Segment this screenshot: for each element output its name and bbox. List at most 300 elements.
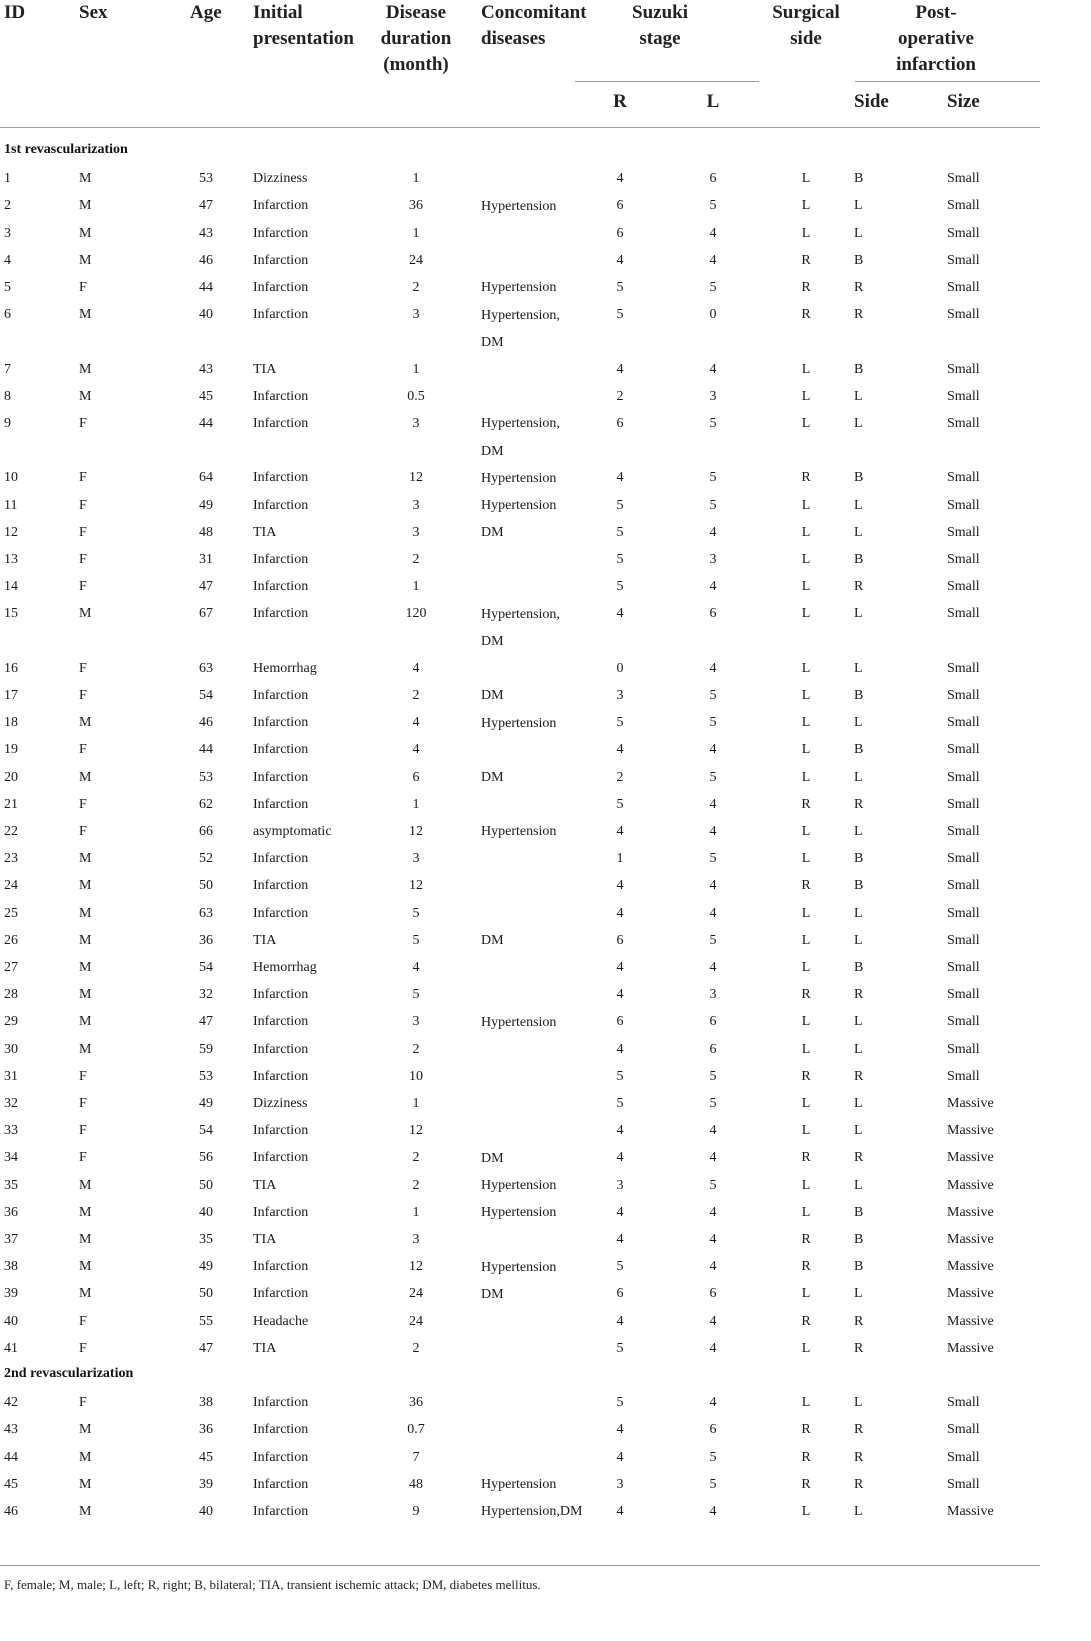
- cell-side: L: [854, 824, 863, 839]
- cell-size: Small: [947, 579, 980, 595]
- cell-sex: M: [79, 932, 92, 948]
- cell-duration: 1: [412, 1096, 420, 1111]
- table-row: [0, 958, 1040, 985]
- cell-l: 4: [709, 1340, 717, 1356]
- cell-l: 5: [709, 470, 717, 486]
- cell-duration: 3: [412, 524, 420, 540]
- cell-surgical: R: [801, 1476, 811, 1492]
- table-row: [0, 1012, 1040, 1039]
- cell-concomitant: [481, 822, 556, 846]
- cell-r: 4: [616, 1232, 624, 1247]
- cell-l: 4: [709, 225, 717, 241]
- cell-surgical: R: [801, 1449, 811, 1465]
- cell-concomitant: [481, 1475, 556, 1499]
- cell-id: 42: [4, 1395, 18, 1411]
- cell-side: L: [854, 715, 863, 731]
- cell-r: 4: [616, 742, 624, 758]
- concomitant-line: DM: [481, 1286, 504, 1302]
- cell-size: Small: [947, 280, 980, 295]
- cell-side: L: [854, 606, 863, 622]
- cell-presentation: Infarction: [253, 769, 309, 785]
- cell-surgical: L: [801, 1096, 811, 1111]
- cell-presentation: Infarction: [253, 851, 309, 867]
- cell-sex: M: [79, 1204, 92, 1220]
- cell-surgical: L: [801, 960, 811, 975]
- cell-side: B: [854, 960, 864, 975]
- cell-surgical: L: [801, 361, 811, 377]
- cell-concomitant: [481, 1012, 556, 1036]
- cell-side: R: [854, 1476, 864, 1492]
- cell-sex: M: [79, 1476, 92, 1492]
- cell-sex: F: [79, 1123, 87, 1139]
- cell-id: 43: [4, 1422, 18, 1438]
- table-row: [0, 1339, 1040, 1366]
- cell-age: 36: [199, 1422, 213, 1438]
- cell-r: 3: [616, 688, 624, 703]
- cell-r: 5: [616, 280, 624, 295]
- cell-sex: M: [79, 361, 92, 377]
- cell-duration: 1: [412, 171, 420, 187]
- cell-age: 35: [199, 1232, 213, 1247]
- cell-age: 62: [199, 796, 213, 812]
- cell-side: L: [854, 416, 863, 431]
- cell-r: 4: [616, 1123, 624, 1139]
- cell-id: 5: [4, 280, 11, 295]
- cell-r: 4: [616, 1041, 624, 1057]
- cell-l: 4: [709, 796, 717, 812]
- cell-r: 4: [616, 960, 624, 975]
- cell-id: 15: [4, 606, 18, 622]
- cell-surgical: R: [801, 1150, 811, 1166]
- cell-size: Small: [947, 987, 980, 1003]
- cell-l: 4: [709, 1313, 717, 1329]
- cell-id: 33: [4, 1123, 18, 1139]
- cell-side: R: [854, 1422, 864, 1438]
- cell-l: 3: [709, 987, 717, 1003]
- cell-age: 45: [199, 1449, 213, 1465]
- cell-surgical: L: [801, 851, 811, 867]
- cell-side: L: [854, 225, 863, 241]
- cell-presentation: Infarction: [253, 796, 309, 812]
- cell-presentation: Infarction: [253, 987, 309, 1003]
- cell-sex: M: [79, 851, 92, 867]
- cell-l: 3: [709, 552, 717, 567]
- cell-id: 44: [4, 1449, 18, 1465]
- cell-age: 54: [199, 960, 213, 975]
- cell-duration: 36: [409, 1395, 423, 1411]
- cell-size: Small: [947, 1449, 980, 1465]
- cell-sex: M: [79, 1232, 92, 1247]
- cell-sex: M: [79, 1259, 92, 1275]
- header-suzuki-r: R: [613, 91, 627, 112]
- cell-duration: 12: [409, 1123, 423, 1139]
- concomitant-line: Hypertension: [481, 1259, 557, 1275]
- cell-presentation: Infarction: [253, 198, 309, 214]
- cell-size: Small: [947, 307, 980, 323]
- cell-duration: 5: [412, 905, 420, 921]
- cell-l: 4: [709, 361, 717, 377]
- cell-duration: 3: [412, 1232, 420, 1247]
- cell-size: Small: [947, 932, 980, 948]
- cell-surgical: L: [801, 742, 811, 758]
- cell-l: 4: [709, 1204, 717, 1220]
- cell-r: 5: [616, 1068, 624, 1084]
- cell-r: 5: [616, 796, 624, 812]
- cell-r: 5: [616, 552, 624, 567]
- cell-sex: F: [79, 497, 87, 513]
- cell-duration: 1: [412, 225, 420, 241]
- cell-side: L: [854, 1286, 863, 1302]
- cell-r: 4: [616, 252, 624, 268]
- cell-surgical: L: [801, 932, 811, 948]
- cell-duration: 1: [412, 361, 420, 377]
- cell-sex: F: [79, 416, 87, 431]
- cell-sex: F: [79, 579, 87, 595]
- cell-r: 5: [616, 1259, 624, 1275]
- cell-l: 4: [709, 1232, 717, 1247]
- header-presentation: Initial presentation: [253, 2, 354, 49]
- cell-age: 47: [199, 579, 213, 595]
- cell-concomitant: [481, 686, 504, 710]
- cell-age: 40: [199, 1504, 213, 1519]
- cell-presentation: Infarction: [253, 715, 309, 731]
- cell-duration: 2: [412, 280, 420, 295]
- concomitant-line: Hypertension: [481, 715, 557, 731]
- table-row: [0, 904, 1040, 931]
- cell-duration: 5: [412, 987, 420, 1003]
- cell-l: 6: [709, 1286, 717, 1302]
- cell-id: 32: [4, 1096, 18, 1111]
- concomitant-line: Hypertension: [481, 824, 557, 840]
- cell-concomitant: [481, 1148, 504, 1172]
- concomitant-line: Hypertension: [481, 1477, 557, 1493]
- cell-duration: 2: [412, 1150, 420, 1166]
- cell-l: 4: [709, 824, 717, 839]
- cell-surgical: L: [801, 1286, 811, 1302]
- cell-presentation: TIA: [253, 932, 277, 948]
- cell-r: 3: [616, 1476, 624, 1492]
- cell-sex: M: [79, 1286, 92, 1302]
- cell-age: 44: [199, 416, 213, 431]
- cell-surgical: R: [801, 470, 811, 486]
- cell-surgical: L: [801, 388, 811, 404]
- cell-concomitant: [481, 196, 556, 220]
- table-row: [0, 822, 1040, 849]
- cell-size: Small: [947, 524, 980, 540]
- cell-l: 4: [709, 1259, 717, 1275]
- cell-presentation: Infarction: [253, 552, 309, 567]
- concomitant-line: DM: [481, 933, 504, 949]
- cell-l: 0: [709, 307, 717, 323]
- cell-sex: M: [79, 1449, 92, 1465]
- cell-id: 45: [4, 1476, 18, 1492]
- cell-concomitant: [481, 713, 556, 737]
- cell-size: Massive: [947, 1177, 994, 1193]
- cell-surgical: L: [801, 225, 811, 241]
- cell-sex: M: [79, 715, 92, 731]
- cell-sex: F: [79, 1340, 87, 1356]
- table-row: [0, 1502, 1040, 1529]
- cell-sex: F: [79, 524, 87, 540]
- concomitant-line: Hypertension: [481, 470, 557, 486]
- cell-sex: F: [79, 1313, 87, 1329]
- cell-presentation: Infarction: [253, 1068, 309, 1084]
- header-age: Age: [190, 2, 222, 23]
- cell-size: Small: [947, 1476, 980, 1492]
- cell-presentation: Infarction: [253, 606, 309, 622]
- concomitant-line: Hypertension: [481, 280, 557, 296]
- cell-id: 25: [4, 905, 18, 921]
- cell-size: Small: [947, 960, 980, 975]
- cell-id: 14: [4, 579, 18, 595]
- cell-side: L: [854, 932, 863, 948]
- cell-side: L: [854, 1123, 863, 1139]
- cell-size: Small: [947, 225, 980, 241]
- cell-age: 50: [199, 1177, 213, 1193]
- cell-surgical: R: [801, 878, 811, 894]
- cell-side: B: [854, 1259, 864, 1275]
- cell-r: 5: [616, 307, 624, 323]
- cell-presentation: Infarction: [253, 388, 309, 404]
- header-suzuki-stage: Suzuki stage: [632, 2, 688, 49]
- cell-l: 4: [709, 742, 717, 758]
- cell-age: 31: [199, 552, 213, 567]
- header-postop-infarction: Post-operative infarction: [896, 2, 976, 75]
- section-heading: 1st revascularization: [4, 142, 128, 157]
- cell-sex: F: [79, 1096, 87, 1111]
- cell-duration: 24: [409, 252, 423, 268]
- table-row: [0, 876, 1040, 903]
- cell-surgical: L: [801, 416, 811, 431]
- cell-l: 4: [709, 579, 717, 595]
- cell-size: Small: [947, 171, 980, 187]
- cell-id: 28: [4, 987, 18, 1003]
- cell-age: 54: [199, 688, 213, 703]
- cell-presentation: Hemorrhag: [253, 660, 317, 676]
- cell-surgical: L: [801, 905, 811, 921]
- cell-surgical: R: [801, 252, 811, 268]
- concomitant-line: DM: [481, 770, 504, 785]
- table-row: [0, 768, 1040, 795]
- cell-presentation: asymptomatic: [253, 824, 332, 839]
- cell-presentation: TIA: [253, 1340, 277, 1356]
- cell-age: 40: [199, 307, 213, 323]
- cell-surgical: L: [801, 1041, 811, 1057]
- cell-surgical: L: [801, 1014, 811, 1030]
- cell-r: 5: [616, 579, 624, 595]
- cell-id: 13: [4, 552, 18, 567]
- concomitant-line: Hypertension,: [481, 307, 560, 323]
- cell-side: B: [854, 552, 864, 567]
- cell-concomitant: [481, 604, 560, 655]
- cell-surgical: L: [801, 769, 811, 785]
- cell-age: 52: [199, 851, 213, 867]
- cell-l: 4: [709, 660, 717, 676]
- cell-age: 53: [199, 171, 213, 187]
- cell-sex: M: [79, 307, 92, 323]
- cell-presentation: Infarction: [253, 416, 309, 431]
- cell-duration: 0.5: [407, 388, 425, 404]
- cell-age: 49: [199, 1259, 213, 1275]
- cell-size: Massive: [947, 1340, 994, 1356]
- cell-id: 39: [4, 1286, 18, 1302]
- cell-r: 4: [616, 1150, 624, 1166]
- cell-size: Small: [947, 769, 980, 785]
- cell-side: L: [854, 1395, 863, 1411]
- cell-age: 32: [199, 987, 213, 1003]
- cell-sex: M: [79, 1014, 92, 1030]
- cell-presentation: Hemorrhag: [253, 960, 317, 975]
- cell-side: B: [854, 688, 864, 703]
- cell-surgical: R: [801, 1422, 811, 1438]
- cell-age: 44: [199, 280, 213, 295]
- cell-l: 6: [709, 1041, 717, 1057]
- cell-id: 34: [4, 1150, 18, 1166]
- cell-r: 6: [616, 1286, 624, 1302]
- cell-side: R: [854, 1449, 864, 1465]
- cell-sex: M: [79, 388, 92, 404]
- table-row: [0, 1040, 1040, 1067]
- table-row: [0, 1094, 1040, 1121]
- cell-duration: 3: [412, 497, 420, 513]
- cell-l: 6: [709, 1014, 717, 1030]
- cell-side: L: [854, 905, 863, 921]
- cell-id: 11: [4, 497, 18, 513]
- cell-concomitant: [481, 278, 556, 302]
- cell-surgical: R: [801, 796, 811, 812]
- cell-id: 30: [4, 1041, 18, 1057]
- table-row: [0, 414, 1040, 459]
- cell-duration: 6: [412, 769, 420, 785]
- cell-age: 53: [199, 769, 213, 785]
- cell-surgical: R: [801, 1313, 811, 1329]
- cell-id: 29: [4, 1014, 18, 1030]
- cell-duration: 36: [409, 198, 423, 214]
- cell-size: Small: [947, 905, 980, 921]
- cell-r: 4: [616, 1504, 624, 1519]
- cell-presentation: Infarction: [253, 252, 309, 268]
- cell-presentation: Infarction: [253, 1395, 309, 1411]
- cell-side: L: [854, 769, 863, 785]
- cell-side: L: [854, 388, 863, 404]
- cell-size: Massive: [947, 1232, 994, 1247]
- cell-concomitant: [481, 1176, 556, 1200]
- cell-sex: M: [79, 252, 92, 268]
- cell-side: B: [854, 252, 864, 268]
- cell-presentation: Infarction: [253, 579, 309, 595]
- table-row: [0, 196, 1040, 223]
- cell-presentation: Infarction: [253, 225, 309, 241]
- cell-duration: 48: [409, 1476, 423, 1492]
- cell-age: 40: [199, 1204, 213, 1220]
- cell-r: 4: [616, 606, 624, 622]
- cell-duration: 24: [409, 1313, 423, 1329]
- cell-side: R: [854, 280, 864, 295]
- cell-id: 1: [4, 171, 11, 187]
- cell-id: 46: [4, 1504, 18, 1519]
- cell-size: Massive: [947, 1096, 994, 1111]
- concomitant-line: Hypertension: [481, 198, 557, 214]
- cell-age: 63: [199, 660, 213, 676]
- cell-duration: 12: [409, 824, 423, 839]
- cell-presentation: Dizziness: [253, 1096, 308, 1111]
- cell-concomitant: [481, 414, 560, 465]
- cell-duration: 4: [412, 960, 420, 975]
- cell-r: 4: [616, 470, 624, 486]
- cell-side: L: [854, 1041, 863, 1057]
- cell-duration: 2: [412, 1177, 420, 1193]
- cell-age: 39: [199, 1476, 213, 1492]
- header-suzuki-l: L: [706, 91, 720, 112]
- cell-side: B: [854, 470, 864, 486]
- cell-surgical: L: [801, 1204, 811, 1220]
- cell-r: 4: [616, 905, 624, 921]
- cell-id: 4: [4, 252, 11, 268]
- cell-age: 46: [199, 252, 213, 268]
- cell-l: 5: [709, 1449, 717, 1465]
- cell-l: 4: [709, 1123, 717, 1139]
- table-row: [0, 1393, 1040, 1420]
- cell-size: Small: [947, 660, 980, 676]
- cell-age: 47: [199, 198, 213, 214]
- cell-duration: 9: [412, 1504, 420, 1519]
- cell-size: Small: [947, 796, 980, 812]
- concomitant-line: Hypertension,: [481, 416, 560, 432]
- cell-presentation: Infarction: [253, 280, 309, 295]
- cell-id: 27: [4, 960, 18, 975]
- cell-side: R: [854, 987, 864, 1003]
- cell-id: 35: [4, 1177, 18, 1193]
- cell-presentation: Infarction: [253, 1123, 309, 1139]
- cell-surgical: L: [801, 1340, 811, 1356]
- cell-r: 5: [616, 1395, 624, 1411]
- cell-presentation: Dizziness: [253, 171, 308, 187]
- cell-l: 6: [709, 1422, 717, 1438]
- table-row: [0, 713, 1040, 740]
- cell-side: B: [854, 171, 864, 187]
- cell-size: Small: [947, 470, 980, 486]
- cell-id: 41: [4, 1340, 18, 1356]
- cell-duration: 24: [409, 1286, 423, 1302]
- cell-surgical: R: [801, 1232, 811, 1247]
- header-surgical-side: Surgical side: [772, 2, 840, 49]
- cell-sex: F: [79, 796, 87, 812]
- cell-l: 4: [709, 524, 717, 540]
- cell-id: 16: [4, 660, 18, 676]
- cell-surgical: R: [801, 987, 811, 1003]
- cell-id: 31: [4, 1068, 18, 1084]
- cell-l: 5: [709, 1096, 717, 1111]
- cell-sex: M: [79, 198, 92, 214]
- cell-side: L: [854, 1014, 863, 1030]
- cell-concomitant: [481, 1284, 504, 1308]
- cell-l: 4: [709, 905, 717, 921]
- cell-age: 46: [199, 715, 213, 731]
- cell-size: Massive: [947, 1313, 994, 1329]
- cell-duration: 120: [405, 606, 427, 622]
- concomitant-line: Hypertension: [481, 1205, 557, 1221]
- cell-sex: M: [79, 1041, 92, 1057]
- cell-duration: 2: [412, 1340, 420, 1356]
- cell-age: 47: [199, 1340, 213, 1356]
- header-id: ID: [4, 2, 26, 23]
- cell-size: Small: [947, 606, 980, 622]
- concomitant-line: Hypertension,: [481, 606, 560, 622]
- cell-size: Massive: [947, 1150, 994, 1166]
- table-bottom-rule: [0, 1565, 1040, 1566]
- table-row: [0, 1257, 1040, 1284]
- cell-duration: 7: [412, 1449, 420, 1465]
